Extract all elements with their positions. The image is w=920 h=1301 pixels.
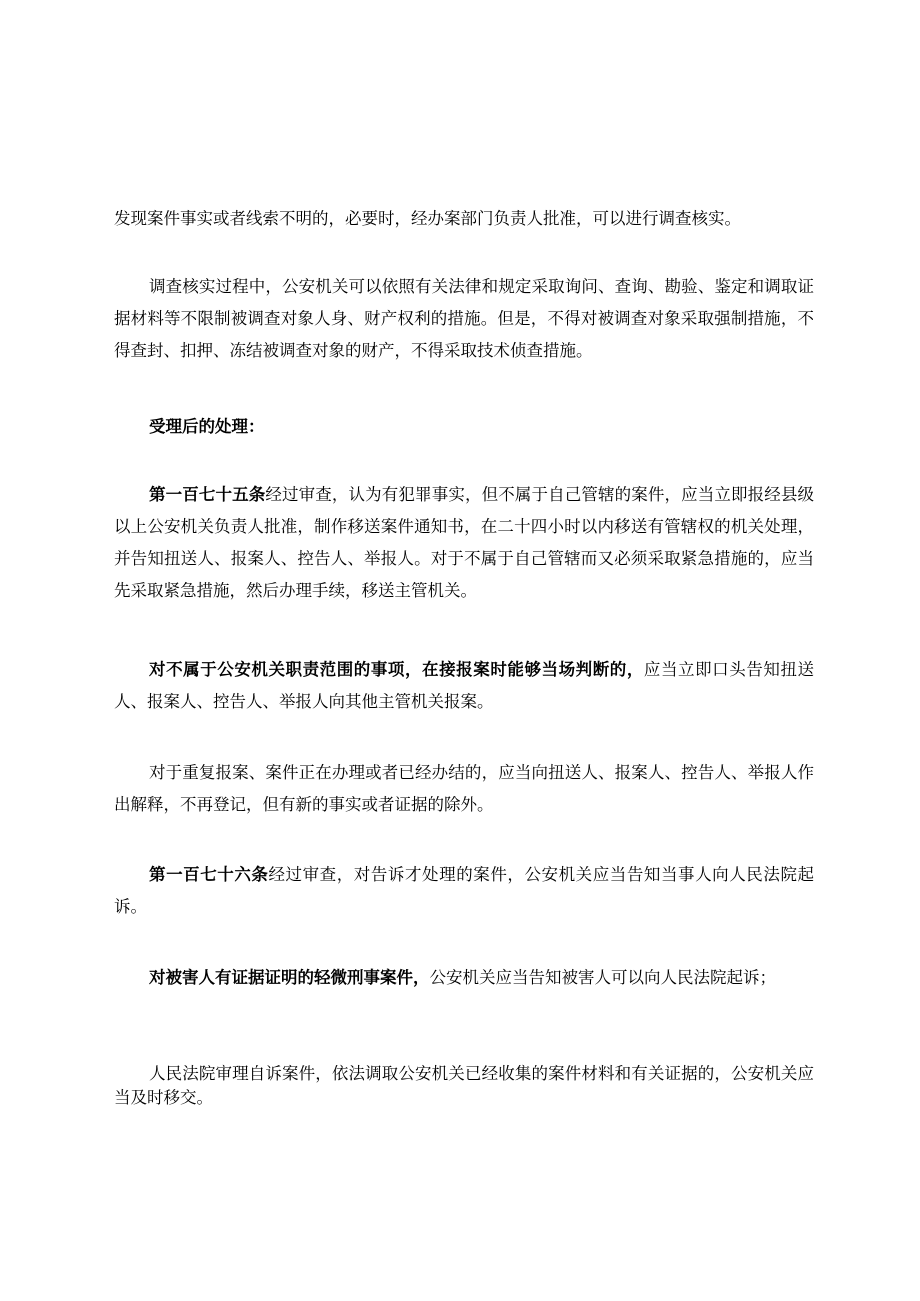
article-176-paragraph	[114, 859, 814, 923]
article-175-text: 经过审查，认为有犯罪事实，但不属于自己管辖的案件，应当立即报经县级以上公安机关负责人批准，制作移送案件通知书，在二十四小时以内移送有管辖权的机关处理，并告知扭送人、报案人、控告人、举报人。对于不属于自己管辖而又必须采取紧急措施的，应当先采取紧急措施，然后办理手续，移送主管机关。	[114, 485, 815, 600]
article-176-label: 第一百七十六条	[149, 865, 269, 884]
article-175-label: 第一百七十五条	[149, 485, 266, 504]
section-heading-after-acceptance: 受理后的处理：	[149, 417, 265, 436]
non-police-matters-lead: 对不属于公安机关职责范围的事项，在接报案时能够当场判断的，	[149, 660, 644, 679]
paragraph-private-prosecution-materials: 人民法院审理自诉案件，依法调取公安机关已经收集的案件材料和有关证据的，公安机关应当及时移交。	[114, 1064, 814, 1107]
non-police-matters-text: 应当立即口头告知扭送人、报案人、控告人、举报人向其他主管机关报案。	[114, 660, 815, 711]
minor-cases-text: 公安机关应当告知被害人可以向人民法院起诉；	[429, 968, 776, 987]
minor-cases-lead: 对被害人有证据证明的轻微刑事案件，	[149, 968, 430, 987]
article-176-text: 经过审查，对告诉才处理的案件，公安机关应当告知当事人向人民法院起诉。	[114, 865, 815, 916]
paragraph-minor-criminal-cases	[114, 962, 814, 994]
paragraph-investigation-intro: 发现案件事实或者线索不明的，必要时，经办案部门负责人批准，可以进行调查核实。	[114, 209, 741, 228]
paragraph-non-police-matters	[114, 654, 814, 718]
paragraph-repeat-reports: 对于重复报案、案件正在办理或者已经办结的，应当向扭送人、报案人、控告人、举报人作出解释，不再登记，但有新的事实或者证据的除外。	[114, 763, 814, 814]
article-175-paragraph	[114, 479, 814, 607]
paragraph-investigation-measures: 调查核实过程中，公安机关可以依照有关法律和规定采取询问、查询、勘验、鉴定和调取证据材料等不限制被调查对象人身、财产权利的措施。但是，不得对被调查对象采取强制措施，不得查封、扣押、冻结被调查对象的财产，不得采取技术侦查措施。	[114, 277, 814, 360]
